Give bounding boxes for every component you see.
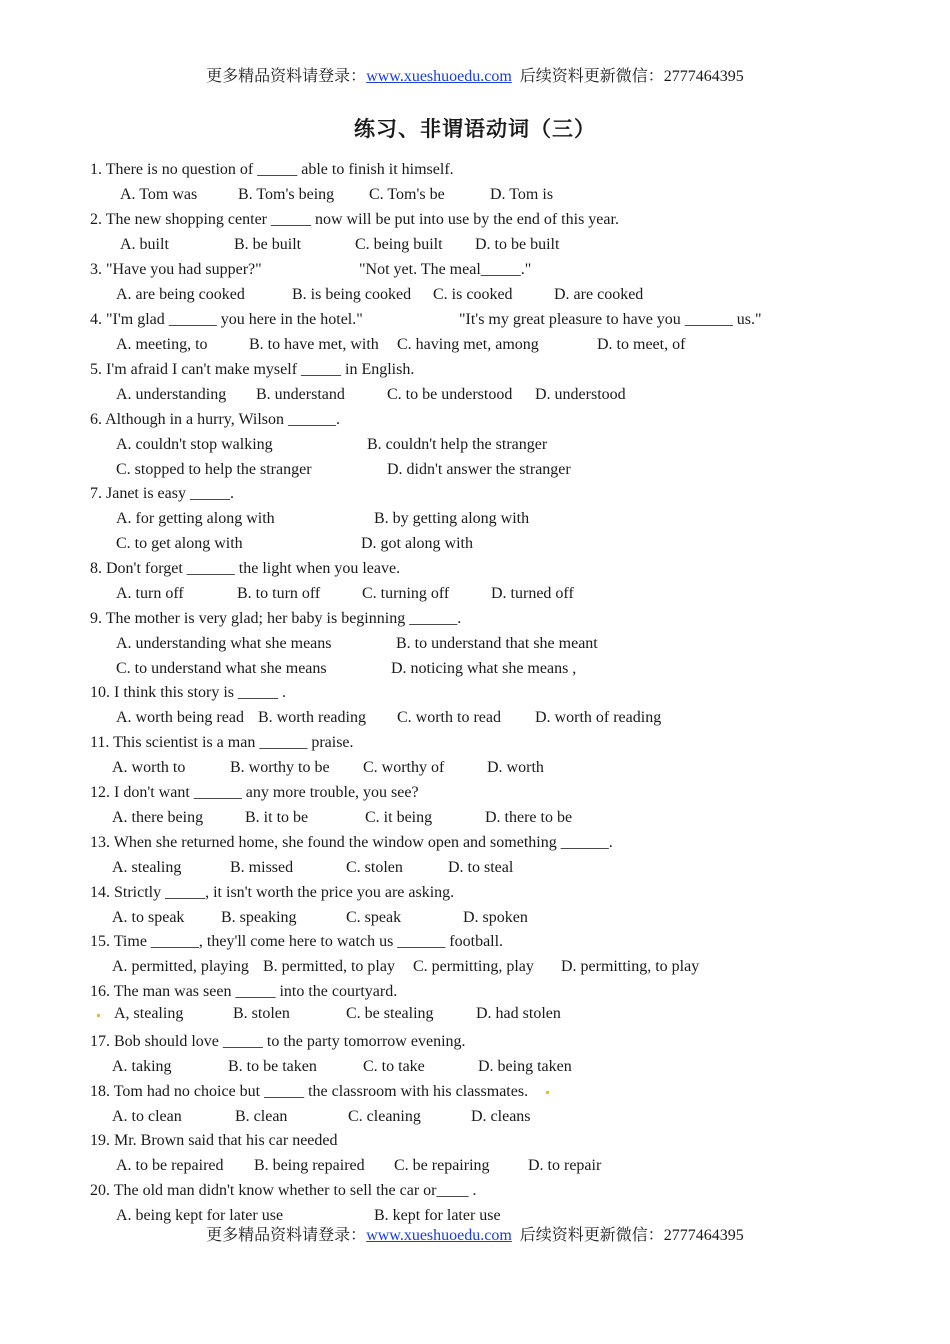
answer-option: D. didn't answer the stranger (387, 461, 571, 478)
answer-option: D. to steal (448, 859, 514, 876)
answer-option: A. couldn't stop walking (116, 436, 273, 453)
answer-option: D. being taken (478, 1058, 572, 1075)
question-stem-reply: "It's my great pleasure to have you ______ us." (459, 311, 762, 328)
answer-option: D. had stolen (476, 1005, 561, 1022)
page-title: 练习、非谓语动词（三） (354, 117, 596, 141)
question-stem: 11. This scientist is a man ______ praise. (90, 734, 354, 751)
question-stem: 2. The new shopping center _____ now will be put into use by the end of this year. (90, 211, 619, 228)
answer-option: A. meeting, to (116, 336, 208, 353)
answer-option: C. Tom's be (369, 186, 445, 203)
answer-option: C. stolen (346, 859, 403, 876)
question-stem: 19. Mr. Brown said that his car needed (90, 1132, 338, 1149)
question-stem: 17. Bob should love _____ to the party tomorrow evening. (90, 1033, 466, 1050)
answer-option: C. to get along with (116, 535, 243, 552)
answer-option: C. to take (363, 1058, 425, 1075)
answer-option: C. stopped to help the stranger (116, 461, 312, 478)
question-stem: 1. There is no question of _____ able to finish it himself. (90, 161, 454, 178)
footer-prefix: 更多精品资料请登录： (206, 1227, 367, 1244)
answer-option: A. to speak (112, 909, 185, 926)
question-stem: 10. I think this story is _____ . (90, 684, 287, 701)
question-stem: 18. Tom had no choice but _____ the classroom with his classmates. (90, 1083, 529, 1100)
answer-option: D. cleans (471, 1108, 531, 1125)
answer-option: A. to be repaired (116, 1157, 224, 1174)
answer-option: C. to understand what she means (116, 660, 327, 677)
question-stem: 5. I'm afraid I can't make myself _____ in English. (90, 361, 415, 378)
answer-option: D. are cooked (554, 286, 644, 303)
answer-option: B. missed (230, 859, 294, 876)
answer-option: B. by getting along with (374, 510, 530, 527)
answer-option: A, stealing (114, 1005, 184, 1022)
answer-option: A. taking (112, 1058, 172, 1075)
answer-option: C. is cooked (433, 286, 513, 303)
question-stem: 6. Although in a hurry, Wilson ______. (90, 411, 341, 428)
answer-option: B. speaking (221, 909, 297, 926)
question-stem: 13. When she returned home, she found the window open and something ______. (90, 834, 613, 851)
answer-option: B. Tom's being (238, 186, 335, 203)
question-stem: 3. "Have you had supper?" (90, 261, 262, 278)
answer-option: C. speak (346, 909, 402, 926)
answer-option: D. spoken (463, 909, 528, 926)
question-stem: 4. "I'm glad ______ you here in the hotel." (90, 311, 363, 328)
answer-option: B. worthy to be (230, 759, 330, 776)
answer-option: C. cleaning (348, 1108, 421, 1125)
answer-option: B. to be taken (228, 1058, 317, 1075)
answer-option: B. kept for later use (374, 1207, 501, 1224)
answer-option: B. to turn off (237, 585, 321, 602)
page-header (0, 67, 950, 87)
header-prefix: 更多精品资料请登录： (206, 68, 367, 85)
question-stem-reply: "Not yet. The meal_____." (359, 261, 532, 278)
answer-option: B. understand (256, 386, 345, 403)
question-stem: 8. Don't forget ______ the light when you leave. (90, 560, 401, 577)
answer-option: A. built (120, 236, 169, 253)
scan-artifact (546, 1091, 549, 1094)
question-stem: 14. Strictly _____, it isn't worth the price you are asking. (90, 884, 455, 901)
answer-option: A. to clean (112, 1108, 182, 1125)
answer-option: A. understanding (116, 386, 227, 403)
answer-option: A. worth being read (116, 709, 244, 726)
answer-option: D. Tom is (490, 186, 554, 203)
answer-option: D. permitting, to play (561, 958, 700, 975)
answer-option: B. to understand that she meant (396, 635, 598, 652)
answer-option: A. there being (112, 809, 204, 826)
question-stem: 7. Janet is easy _____. (90, 485, 234, 502)
answer-option: B. couldn't help the stranger (367, 436, 548, 453)
answer-option: D. got along with (361, 535, 473, 552)
question-stem: 9. The mother is very glad; her baby is beginning ______. (90, 610, 462, 627)
answer-option: B. be built (234, 236, 302, 253)
answer-option: D. to meet, of (597, 336, 686, 353)
answer-option: B. worth reading (258, 709, 366, 726)
answer-option: C. being built (355, 236, 443, 253)
question-stem: 12. I don't want ______ any more trouble, you see? (90, 784, 419, 801)
answer-option: D. turned off (491, 585, 574, 602)
question-stem: 15. Time ______, they'll come here to watch us ______ football. (90, 933, 504, 950)
answer-option: A. turn off (116, 585, 184, 602)
answer-option: A. worth to (112, 759, 186, 776)
answer-option: D. there to be (485, 809, 573, 826)
answer-option: C. it being (365, 809, 433, 826)
answer-option: B. it to be (245, 809, 309, 826)
answer-option: A. for getting along with (116, 510, 275, 527)
answer-option: D. worth (487, 759, 544, 776)
answer-option: A. understanding what she means (116, 635, 332, 652)
scan-artifact (97, 1014, 100, 1017)
answer-option: B. is being cooked (292, 286, 412, 303)
answer-option: C. be stealing (346, 1005, 434, 1022)
answer-option: D. noticing what she means , (391, 660, 577, 677)
answer-option: A. permitted, playing (112, 958, 249, 975)
page-footer (0, 1226, 950, 1246)
header-suffix: 后续资料更新微信：2777464395 (519, 68, 744, 85)
header-link[interactable]: www.xueshuoedu.com (366, 68, 512, 85)
answer-option: D. to be built (475, 236, 560, 253)
answer-option: C. worth to read (397, 709, 501, 726)
answer-option: B. being repaired (254, 1157, 365, 1174)
answer-option: D. to repair (528, 1157, 602, 1174)
answer-option: B. to have met, with (249, 336, 379, 353)
answer-option: C. turning off (362, 585, 450, 602)
answer-option: A. stealing (112, 859, 182, 876)
answer-option: B. clean (235, 1108, 288, 1125)
answer-option: B. permitted, to play (263, 958, 395, 975)
answer-option: C. worthy of (363, 759, 445, 776)
footer-suffix: 后续资料更新微信：2777464395 (519, 1227, 744, 1244)
footer-link[interactable]: www.xueshuoedu.com (366, 1227, 512, 1244)
answer-option: A. are being cooked (116, 286, 245, 303)
answer-option: D. understood (535, 386, 626, 403)
question-stem: 16. The man was seen _____ into the courtyard. (90, 983, 398, 1000)
answer-option: C. to be understood (387, 386, 513, 403)
answer-option: A. being kept for later use (116, 1207, 284, 1224)
answer-option: D. worth of reading (535, 709, 662, 726)
question-stem: 20. The old man didn't know whether to sell the car or____ . (90, 1182, 477, 1199)
answer-option: C. permitting, play (413, 958, 534, 975)
answer-option: B. stolen (233, 1005, 290, 1022)
answer-option: C. having met, among (397, 336, 539, 353)
answer-option: A. Tom was (120, 186, 198, 203)
answer-option: C. be repairing (394, 1157, 490, 1174)
